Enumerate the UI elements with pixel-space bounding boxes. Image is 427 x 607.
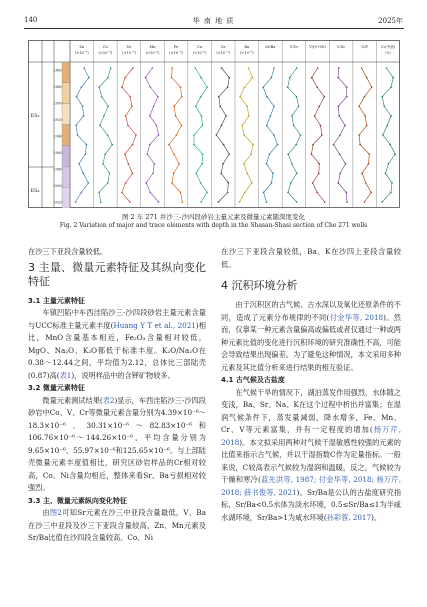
profile-point xyxy=(248,115,250,117)
profile-point xyxy=(171,67,173,69)
profile-point xyxy=(173,105,175,107)
profile-point xyxy=(371,86,373,88)
profile-point xyxy=(365,182,367,184)
profile-point xyxy=(239,201,241,203)
profile-point xyxy=(227,192,229,194)
profile-point xyxy=(263,192,265,194)
profile-point xyxy=(338,67,340,69)
figure-caption-en: Fig. 2 Variation of major and trace elements with depth in the Shasan-Shasi section of Che 271 wells xyxy=(59,222,368,229)
profile-point xyxy=(316,192,318,194)
section-3-3-paragraph: 由图2可知Sr元素在沙三中亚段含量最低，V、Ba在沙三中亚段及沙三下亚段含量较高，Zn、Mn元素及Sr/Ba比值在沙四段含量较高。Co、Ni xyxy=(28,508,206,542)
lithology-block xyxy=(62,62,70,83)
profile-point xyxy=(346,86,348,88)
profile-point xyxy=(173,172,175,174)
citation-link[interactable]: 杨万芹, 2018 xyxy=(221,425,401,447)
profile-line xyxy=(263,68,277,202)
profile-point xyxy=(287,153,289,155)
profile-point xyxy=(107,77,109,79)
profile-point xyxy=(252,144,254,146)
profile-point xyxy=(78,163,80,165)
profile-point xyxy=(295,144,297,146)
profile-point xyxy=(338,105,340,107)
profile-point xyxy=(131,105,133,107)
profile-point xyxy=(366,77,368,79)
profile-point xyxy=(273,105,275,107)
citation-link[interactable]: Huang Y T et al., 2021 xyxy=(113,320,196,330)
profile-point xyxy=(157,96,159,98)
column-header: Co xyxy=(102,45,108,49)
column-header: (×10⁻⁶) xyxy=(122,51,136,55)
right-intro: 在沙三下亚段含量较低，Ba、K在沙四上亚段含量较低。 xyxy=(221,247,401,269)
profile-point xyxy=(344,125,346,127)
profile-point xyxy=(364,201,366,203)
profile-point xyxy=(77,134,79,136)
page-number: 140 xyxy=(24,16,38,24)
profile-line xyxy=(359,68,372,202)
profile-point xyxy=(266,125,268,127)
profile-point xyxy=(321,134,323,136)
profile-point xyxy=(173,153,175,155)
profile-point xyxy=(132,144,134,146)
profile-point xyxy=(243,134,245,136)
depth-tick-label: 3020 xyxy=(53,200,63,205)
column-header: Ba xyxy=(244,45,250,49)
profile-point xyxy=(98,86,100,88)
profile-point xyxy=(273,67,275,69)
profile-line xyxy=(99,68,112,202)
profile-point xyxy=(251,182,253,184)
profile-point xyxy=(127,125,129,127)
profile-line xyxy=(382,68,395,202)
profile-point xyxy=(175,115,177,117)
profile-point xyxy=(364,96,366,98)
column-header: （%） xyxy=(382,51,394,55)
profile-point xyxy=(290,182,292,184)
profile-point xyxy=(202,153,204,155)
profile-point xyxy=(111,144,113,146)
section-4-heading: 4 沉积环境分析 xyxy=(221,279,298,292)
lithology-block xyxy=(62,125,70,146)
profile-point xyxy=(81,192,83,194)
profile-point xyxy=(359,144,361,146)
profile-point xyxy=(227,86,229,88)
profile-point xyxy=(311,153,313,155)
profile-point xyxy=(150,192,152,194)
profile-point xyxy=(147,153,149,155)
section-4-paragraph: 由于沉积区的古气候、古水深以及氧化还原条件的不同，造成了元素分布规律的不同(付金华等, 2018)。然而，仅靠某一种元素含量偏高或偏低或者仅通过一种或两种元素比值的变化进行沉积环境的研究准确性不高，可能会导致结果出现偏差。为了避免这种情况，本文采用多种元素及其比值分析来进行结果的相互验证。 xyxy=(221,300,401,372)
profile-line xyxy=(145,68,158,202)
column-header: Cu xyxy=(197,45,203,49)
profile-point xyxy=(296,67,298,69)
profile-point xyxy=(345,163,347,165)
profile-point xyxy=(158,201,160,203)
column-header: Zn xyxy=(79,45,85,49)
profile-point xyxy=(296,201,298,203)
figure-2-depth-profiles xyxy=(28,40,400,208)
profile-point xyxy=(273,134,275,136)
profile-point xyxy=(339,134,341,136)
profile-point xyxy=(107,105,109,107)
profile-point xyxy=(82,172,84,174)
profile-point xyxy=(388,163,390,165)
profile-point xyxy=(296,172,298,174)
profile-point xyxy=(107,182,109,184)
profile-point xyxy=(200,77,202,79)
profile-point xyxy=(318,163,320,165)
profile-point xyxy=(390,86,392,88)
profile-point xyxy=(75,125,77,127)
column-header: C₂(中值) xyxy=(381,45,396,49)
profile-point xyxy=(221,125,223,127)
journal-name: 华 南 地 质 xyxy=(192,17,235,25)
profile-point xyxy=(228,153,230,155)
profile-point xyxy=(337,182,339,184)
profile-point xyxy=(250,153,252,155)
profile-point xyxy=(386,125,388,127)
profile-point xyxy=(129,96,131,98)
profile-point xyxy=(320,125,322,127)
profile-point xyxy=(345,192,347,194)
profile-point xyxy=(156,125,158,127)
profile-point xyxy=(201,163,203,165)
profile-point xyxy=(110,67,112,69)
profile-point xyxy=(381,96,383,98)
depth-tick-label: 3000 xyxy=(53,184,63,188)
depth-tick-label: 2940 xyxy=(53,134,63,139)
figure-2-link[interactable]: 图2 xyxy=(49,508,62,517)
profile-point xyxy=(178,163,180,165)
profile-point xyxy=(277,144,279,146)
profile-point xyxy=(271,77,273,79)
lithology-block xyxy=(62,145,70,166)
profile-point xyxy=(88,182,90,184)
column-header: Ni xyxy=(126,45,132,49)
column-header: Mn xyxy=(149,45,156,49)
citation-link[interactable]: 孙彩蓉, 2017 xyxy=(326,512,372,522)
profile-line xyxy=(216,68,229,202)
profile-point xyxy=(318,172,320,174)
profile-point xyxy=(181,125,183,127)
section-3-1-paragraph: 车镇凹陷中车西洼陷沙三-沙四段砂岩主量元素含量与UCC标准主量元素丰度(Huang Y T et al., 2021)相比，MnO含量基本相近，Fe₂O₃含量相对较低，MgO、Na₂O、K₂O都低于标准丰度。K₂O/Na₂O在0.38～12.44之间，平均值为2.12，总体比三部陆壳(0.87)高(表1)，说明样品中的含钾矿物较多。 xyxy=(28,308,206,380)
section-3-heading: 3 主量、微量元素特征及其纵向变化特征 xyxy=(28,260,206,288)
citation-link[interactable]: 付金华等, 2018 xyxy=(329,312,384,322)
profile-point xyxy=(152,172,154,174)
profile-point xyxy=(76,96,78,98)
profile-point xyxy=(193,144,195,146)
profile-point xyxy=(270,115,272,117)
profile-point xyxy=(201,115,203,117)
profile-point xyxy=(101,96,103,98)
profile-point xyxy=(287,192,289,194)
profile-point xyxy=(370,192,372,194)
profile-point xyxy=(228,182,230,184)
profile-point xyxy=(222,163,224,165)
column-header: V/Sc xyxy=(336,45,346,49)
profile-point xyxy=(271,182,273,184)
profile-point xyxy=(392,77,394,79)
profile-point xyxy=(324,96,326,98)
profile-point xyxy=(83,115,85,117)
column-header: (×10⁻⁶) xyxy=(145,51,160,55)
column-header: (×10⁻⁶) xyxy=(192,51,207,55)
profile-point xyxy=(88,77,90,79)
profile-point xyxy=(182,201,184,203)
profile-point xyxy=(241,125,243,127)
table-1-link[interactable]: 表1 xyxy=(59,370,72,380)
profile-point xyxy=(168,144,170,146)
profile-point xyxy=(153,105,155,107)
profile-point xyxy=(103,115,105,117)
profile-point xyxy=(150,86,152,88)
profile-point xyxy=(252,77,254,79)
lithology-block xyxy=(62,166,70,187)
lithology-block xyxy=(62,83,70,104)
profile-point xyxy=(293,125,295,127)
profile-point xyxy=(149,144,151,146)
profile-point xyxy=(394,153,396,155)
profile-point xyxy=(381,201,383,203)
column-header: (×10⁻⁶) xyxy=(74,51,89,55)
profile-point xyxy=(346,96,348,98)
figure-caption-cn: 图 2 车 271 井沙三-沙四段砂岩主量元素及微量元素随深度变化 xyxy=(121,213,305,221)
column-header: (×10⁻⁶) xyxy=(98,51,113,55)
profile-point xyxy=(194,67,196,69)
depth-tick-label: 2920 xyxy=(53,118,63,122)
column-header: (×10⁻⁶) xyxy=(239,51,254,55)
profile-point xyxy=(181,96,183,98)
profile-line xyxy=(194,68,207,202)
profile-point xyxy=(239,96,241,98)
profile-point xyxy=(324,201,326,203)
profile-point xyxy=(220,172,222,174)
profile-line xyxy=(288,68,301,202)
column-header: Sr xyxy=(221,45,226,49)
profile-point xyxy=(382,134,384,136)
section-3-2-paragraph: 微量元素测试结果(表2)显示，车西洼陷沙三-沙四段砂岩中Co、V、Cr等微量元素含量分别为4.39×10⁻⁶～18.3×10⁻⁶、30.31×10⁻⁶～82.83×10⁻⁶和106.76×10⁻⁶～144.26×10⁻⁶，平均含量分别为9.65×10⁻⁶、55.97×10⁻⁶和125.65×10⁻⁶。与上部陆壳微量元素丰度值相比，研究区砂岩样品的Cr相对较高，Co、Ni含量均相近，整体来看Sr、Ba亏损相对较强烈。 xyxy=(28,395,206,492)
depth-tick-label: 2980 xyxy=(53,167,63,172)
profile-point xyxy=(316,86,318,88)
profile-point xyxy=(86,144,88,146)
profile-point xyxy=(312,182,314,184)
profile-point xyxy=(195,172,197,174)
profile-point xyxy=(346,201,348,203)
profile-point xyxy=(149,115,151,117)
profile-point xyxy=(319,105,321,107)
section-3-2-heading: 3.2 微量元素特征 xyxy=(28,384,85,392)
profile-point xyxy=(83,67,85,69)
profile-point xyxy=(129,201,131,203)
profile-point xyxy=(368,153,370,155)
profile-point xyxy=(337,77,339,79)
profile-point xyxy=(145,182,147,184)
left-column xyxy=(28,246,206,545)
profile-point xyxy=(266,201,268,203)
profile-point xyxy=(81,86,83,88)
profile-point xyxy=(291,115,293,117)
profile-point xyxy=(262,86,264,88)
depth-tick-label: 2960 xyxy=(53,151,63,155)
section-3-1-heading: 3.1 主量元素特征 xyxy=(28,296,85,305)
profile-point xyxy=(366,125,368,127)
profile-point xyxy=(132,67,134,69)
column-header: (×10⁻⁶) xyxy=(169,51,183,55)
profile-point xyxy=(104,153,106,155)
profile-point xyxy=(125,182,127,184)
profile-point xyxy=(100,201,102,203)
profile-point xyxy=(206,86,208,88)
profile-point xyxy=(135,134,137,136)
column-header: V/(V+Ni) xyxy=(309,45,326,49)
profile-point xyxy=(200,201,202,203)
depth-tick-label: 2880 xyxy=(53,85,63,89)
profile-point xyxy=(176,134,178,136)
profile-point xyxy=(244,192,246,194)
profile-point xyxy=(132,172,134,174)
member-label: ES₄ xyxy=(30,188,40,194)
profile-point xyxy=(358,134,360,136)
column-header: Fe xyxy=(173,45,179,49)
profile-point xyxy=(124,153,126,155)
left-intro: 在沙三下亚段含量较低。 xyxy=(28,247,108,256)
profile-point xyxy=(171,182,173,184)
profile-point xyxy=(128,163,130,165)
profile-point xyxy=(145,77,147,79)
profile-point xyxy=(200,182,202,184)
member-label: ES₃ xyxy=(30,113,40,119)
profile-point xyxy=(221,67,223,69)
profile-point xyxy=(272,172,274,174)
profile-point xyxy=(389,144,391,146)
profile-point xyxy=(180,86,182,88)
profile-point xyxy=(125,115,127,117)
section-3-3-heading: 3.3 主、微量元素纵向变化特征 xyxy=(28,496,127,505)
profile-point xyxy=(152,67,154,69)
citation-link[interactable]: 蓝先洪等, 1987; 付金华等, 2018; 杨万芹, 2018; 薛书俊等, 2021 xyxy=(221,475,402,497)
profile-point xyxy=(195,105,197,107)
profile-line xyxy=(240,68,253,202)
profile-point xyxy=(269,153,271,155)
profile-point xyxy=(124,77,126,79)
profile-point xyxy=(102,163,104,165)
profile-point xyxy=(82,105,84,107)
profile-point xyxy=(121,192,123,194)
profile-point xyxy=(266,163,268,165)
profile-point xyxy=(228,77,230,79)
year: 2025年 xyxy=(378,17,403,25)
profile-point xyxy=(311,77,313,79)
lithology-block xyxy=(62,104,70,125)
profile-point xyxy=(385,172,387,174)
profile-point xyxy=(339,172,341,174)
right-column xyxy=(221,246,401,524)
column-header: Sr/Ba xyxy=(265,45,276,49)
profile-point xyxy=(247,172,249,174)
profile-point xyxy=(314,115,316,117)
profile-point xyxy=(368,163,370,165)
profile-point xyxy=(200,96,202,98)
profile-point xyxy=(171,77,173,79)
profile-point xyxy=(246,105,248,107)
column-header: (×10⁻⁶) xyxy=(216,51,231,55)
profile-point xyxy=(338,115,340,117)
profile-point xyxy=(85,153,87,155)
profile-point xyxy=(153,163,155,165)
profile-line xyxy=(122,68,136,202)
profile-point xyxy=(206,192,208,194)
profile-point xyxy=(358,105,360,107)
lithology-block xyxy=(62,187,70,208)
profile-point xyxy=(109,172,111,174)
profile-point xyxy=(223,144,225,146)
profile-point xyxy=(158,134,160,136)
profile-point xyxy=(386,67,388,69)
profile-point xyxy=(216,134,218,136)
profile-point xyxy=(218,201,220,203)
profile-point xyxy=(287,86,289,88)
profile-point xyxy=(391,182,393,184)
profile-point xyxy=(383,105,385,107)
profile-point xyxy=(202,125,204,127)
profile-point xyxy=(296,96,298,98)
profile-point xyxy=(361,67,363,69)
profile-point xyxy=(364,115,366,117)
profile-point xyxy=(291,163,293,165)
profile-point xyxy=(180,192,182,194)
profile-point xyxy=(298,105,300,107)
header-rule xyxy=(24,28,404,29)
depth-tick-label: 2900 xyxy=(53,101,63,106)
profile-point xyxy=(193,134,195,136)
depth-tick-label: 2860 xyxy=(53,68,63,73)
column-header: V/Cr xyxy=(289,45,299,49)
profile-point xyxy=(98,192,100,194)
profile-point xyxy=(244,86,246,88)
table-2-link[interactable]: 表2 xyxy=(102,395,115,405)
profile-point xyxy=(219,105,221,107)
profile-point xyxy=(312,144,314,146)
section-4-1-heading: 4.1 古气候及古盐度 xyxy=(221,376,285,384)
column-header: C/P xyxy=(361,45,368,49)
profile-point xyxy=(121,86,123,88)
profile-point xyxy=(289,77,291,79)
profile-point xyxy=(361,172,363,174)
profile-point xyxy=(390,115,392,117)
profile-point xyxy=(317,67,319,69)
profile-point xyxy=(333,144,335,146)
profile-point xyxy=(225,115,227,117)
profile-point xyxy=(390,192,392,194)
section-4-1-paragraph: 在气候干旱的情况下，湖泊蒸发作用强烈，水体随之变浅，Ba、Sr、Na、K在这个过程中析出并富集；在湿润气候条件下，蒸发量减弱，降水增多，Fe、Mn、Cr、V等元素富集，并有一定程度的增加(杨万芹, 2018)。本文拟采用两种对气候干湿敏感性较强的元素的比值来指示古气候，并以干湿指数C作为定量指标。一般来说，C较高表示气候较为湿润和温暖，反之，气候较为干燥和寒冷(蓝先洪等, 1987; 付金华等, 2018; 杨万芹, 2018; 薛书俊等, 2021)。Sr/Ba是公认的古盐度研究指标，Sr/Ba<0.5水体为淡水环境，0.5≤Sr/Ba≤1为半咸水湖环境，Sr/Ba>1为咸水环境(孙彩蓉, 2017)。 xyxy=(221,387,402,522)
profile-point xyxy=(75,201,77,203)
profile-point xyxy=(99,125,101,127)
profile-point xyxy=(248,67,250,69)
profile-point xyxy=(243,163,245,165)
profile-point xyxy=(218,96,220,98)
profile-point xyxy=(266,96,268,98)
profile-point xyxy=(300,134,302,136)
profile-point xyxy=(339,153,341,155)
profile-point xyxy=(107,134,109,136)
